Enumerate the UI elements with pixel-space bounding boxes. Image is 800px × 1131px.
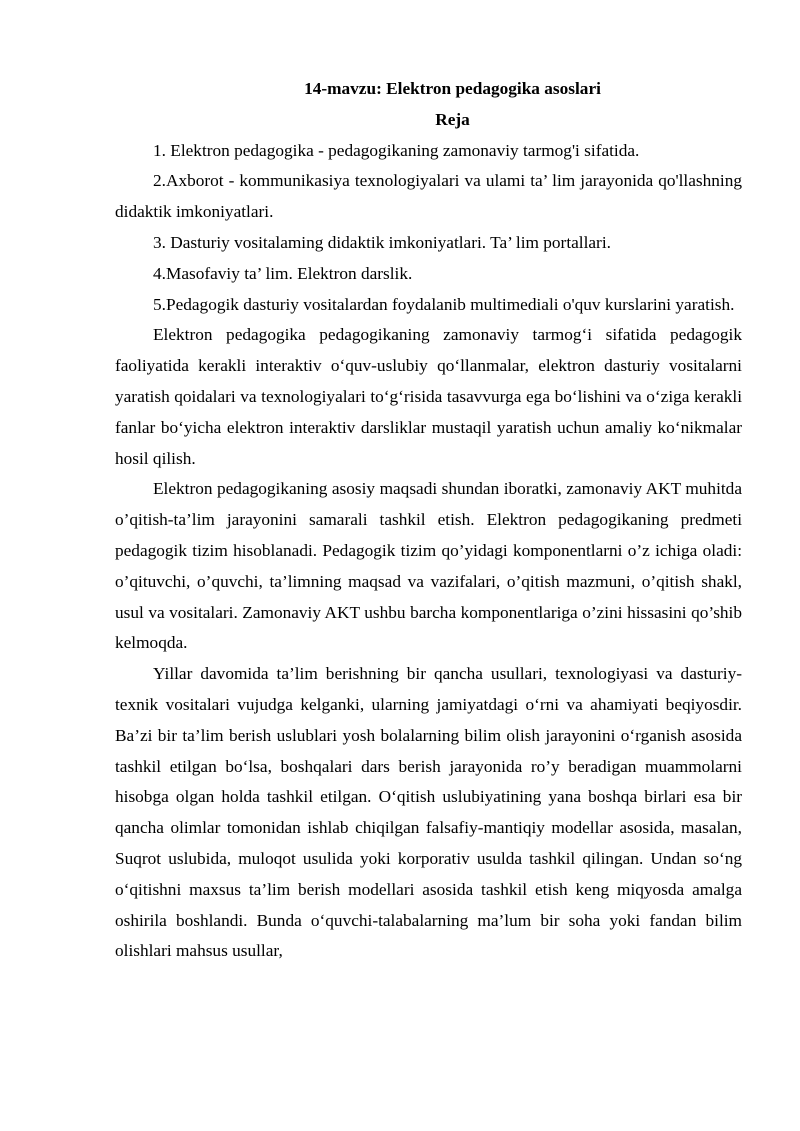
plan-item: 1. Elektron pedagogika - pedagogikaning zamonaviy tarmog'i sifatida.: [153, 140, 640, 160]
plan-item: 3. Dasturiy vositalaming didaktik imkoniyatlari. Ta’ lim portallari.: [153, 232, 611, 252]
plan-heading: Reja: [435, 109, 470, 129]
plan-item: 4.Masofaviy ta’ lim. Elektron darslik.: [153, 263, 413, 283]
body-paragraph: Yillar davomida ta’lim berishning bir qancha usullari, texnologiyasi va dasturiy-texnik vositalari vujudga kelganki, ularning jamiyatdagi o‘rni va ahamiyati beqiyosdir. Ba’zi bir ta’lim berish uslublari yosh bolalarning bilim olish jarayonini o‘rganish asosida tashkil etilgan bo‘lsa, boshqalari dars berish jarayonida ro’y beradigan muammolarni hisobga olgan holda tashkil etilgan. O‘qitish uslubiyatining yana boshqa birlari esa bir qancha olimlar tomonidan ishlab chiqilgan falsafiy-mantiqiy modellar asosida, masalan, Suqrot uslubida, muloqot usulida yoki korporativ usulda tashkil qilingan. Undan so‘ng o‘qitishni maxsus ta’lim berish modellari asosida tashkil etish keng miqyosda amalga oshirila boshlandi. Bunda o‘quvchi-talabalarning ma’lum bir soha yoki fandan bilim olishlari mahsus usullar,: [115, 664, 742, 961]
plan-list: [115, 136, 742, 321]
plan-item: 5.Pedagogik dasturiy vositalardan foydalanib multimediali o'quv kurslarini yaratish.: [153, 294, 735, 314]
body-paragraph: Elektron pedagogikaning asosiy maqsadi shundan iboratki, zamonaviy AKT muhitda o’qitish-ta’lim jarayonini samarali tashkil etish. Elektron pedagogikaning predmeti pedagogik tizim hisoblanadi. Pedagogik tizim qo’yidagi komponentlarni o’z ichiga oladi: o’qituvchi, o’quvchi, ta’limning maqsad va vazifalari, o’qitish mazmuni, o’qitish shakl, usul va vositalari. Zamonaviy AKT ushbu barcha komponentlariga o’zini hissasini qo’shib kelmoqda.: [115, 479, 742, 653]
page-title: 14-mavzu: Elektron pedagogika asoslari: [304, 79, 601, 98]
body-paragraph: Elektron pedagogika pedagogikaning zamonaviy tarmog‘i sifatida pedagogik faoliyatida kerakli interaktiv o‘quv-uslubiy qo‘llanmalar, elektron dasturiy vositalarni yaratish qoidalari va texnologiyalari to‘g‘risida tasavvurga ega bo‘lishini va o‘ziga kerakli fanlar bo‘yicha elektron interaktiv darsliklar mustaqil yaratish uchun amaliy ko‘nikmalar hosil qilish.: [115, 325, 742, 468]
plan-item: 2.Axborot - kommunikasiya texnologiyalari va ulami ta’ lim jarayonida qo'llashning didaktik imkoniyatlari.: [115, 171, 742, 222]
document-page: [115, 74, 742, 967]
